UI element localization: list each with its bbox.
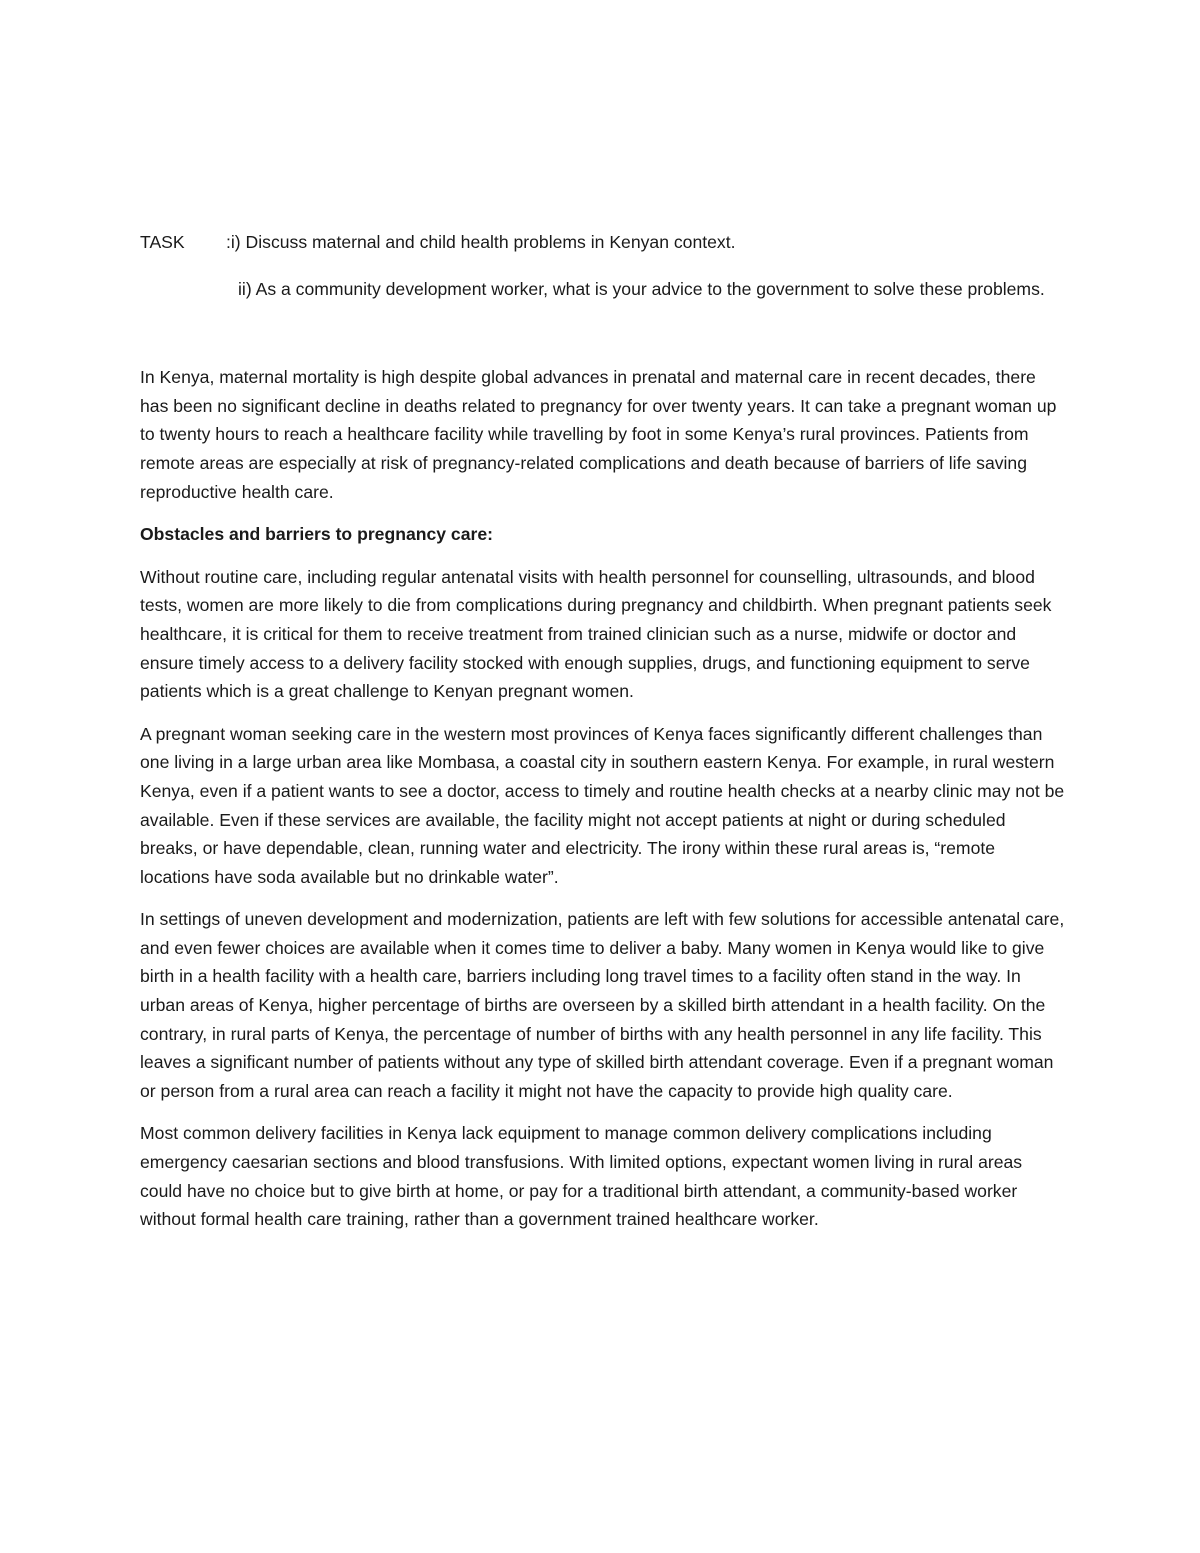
task-item-1: :i) Discuss maternal and child health problems in Kenyan context. — [226, 232, 736, 252]
body-paragraph-4: Most common delivery facilities in Kenya lack equipment to manage common delivery complications including emergency caesarian sections and blood transfusions. With limited options, expectant women living in rural areas could have no choice but to give birth at home, or pay for a traditional birth attendant, a community-based worker without formal health care training, rather than a government trained healthcare worker. — [140, 1123, 1023, 1230]
body-paragraph-3: In settings of uneven development and modernization, patients are left with few solutions for accessible antenatal care, and even fewer choices are available when it comes time to deliver a baby. Many women in Kenya would like to give birth in a health facility with a health care, barriers including long travel times to a facility often stand in the way. In urban areas of Kenya, higher percentage of births are overseen by a skilled birth attendant in a health facility. On the contrary, in rural parts of Kenya, the percentage of number of births with any health personnel in any life facility. This leaves a significant number of patients without any type of skilled birth attendant coverage. Even if a pregnant woman or person from a rural area can reach a facility it might not have the capacity to provide high quality care. — [140, 909, 1065, 1101]
section-heading: Obstacles and barriers to pregnancy care: — [140, 524, 493, 545]
task-item-2: ii) As a community development worker, what is your advice to the government to solve these problems. — [238, 278, 1045, 299]
document-body — [140, 228, 1065, 1234]
task-label: TASK — [140, 232, 185, 252]
intro-paragraph: In Kenya, maternal mortality is high despite global advances in prenatal and maternal care in recent decades, there has been no significant decline in deaths related to pregnancy for over twenty years. It can take a pregnant woman up to twenty hours to reach a healthcare facility while travelling by foot in some Kenya’s rural provinces. Patients from remote areas are especially at risk of pregnancy-related complications and death because of barriers of life saving reproductive health care. — [140, 367, 1057, 502]
task-line — [140, 228, 1065, 257]
body-paragraph-1: Without routine care, including regular antenatal visits with health personnel for counselling, ultrasounds, and blood tests, women are more likely to die from complications during pregnancy and childbirth. When pregnant patients seek healthcare, it is critical for them to receive treatment from trained clinician such as a nurse, midwife or doctor and ensure timely access to a delivery facility stocked with enough supplies, drugs, and functioning equipment to serve patients which is a great challenge to Kenyan pregnant women. — [140, 566, 1052, 702]
body-paragraph-2: A pregnant woman seeking care in the western most provinces of Kenya faces significantly different challenges than one living in a large urban area like Mombasa, a coastal city in southern eastern Kenya. For example, in rural western Kenya, even if a patient wants to see a doctor, access to timely and routine health checks at a nearby clinic may not be available. Even if these services are available, the facility might not accept patients at night or during scheduled breaks, or have dependable, clean, running water and electricity. The irony within these rural areas is, “remote locations have soda available but no drinkable water”. — [140, 723, 1065, 887]
